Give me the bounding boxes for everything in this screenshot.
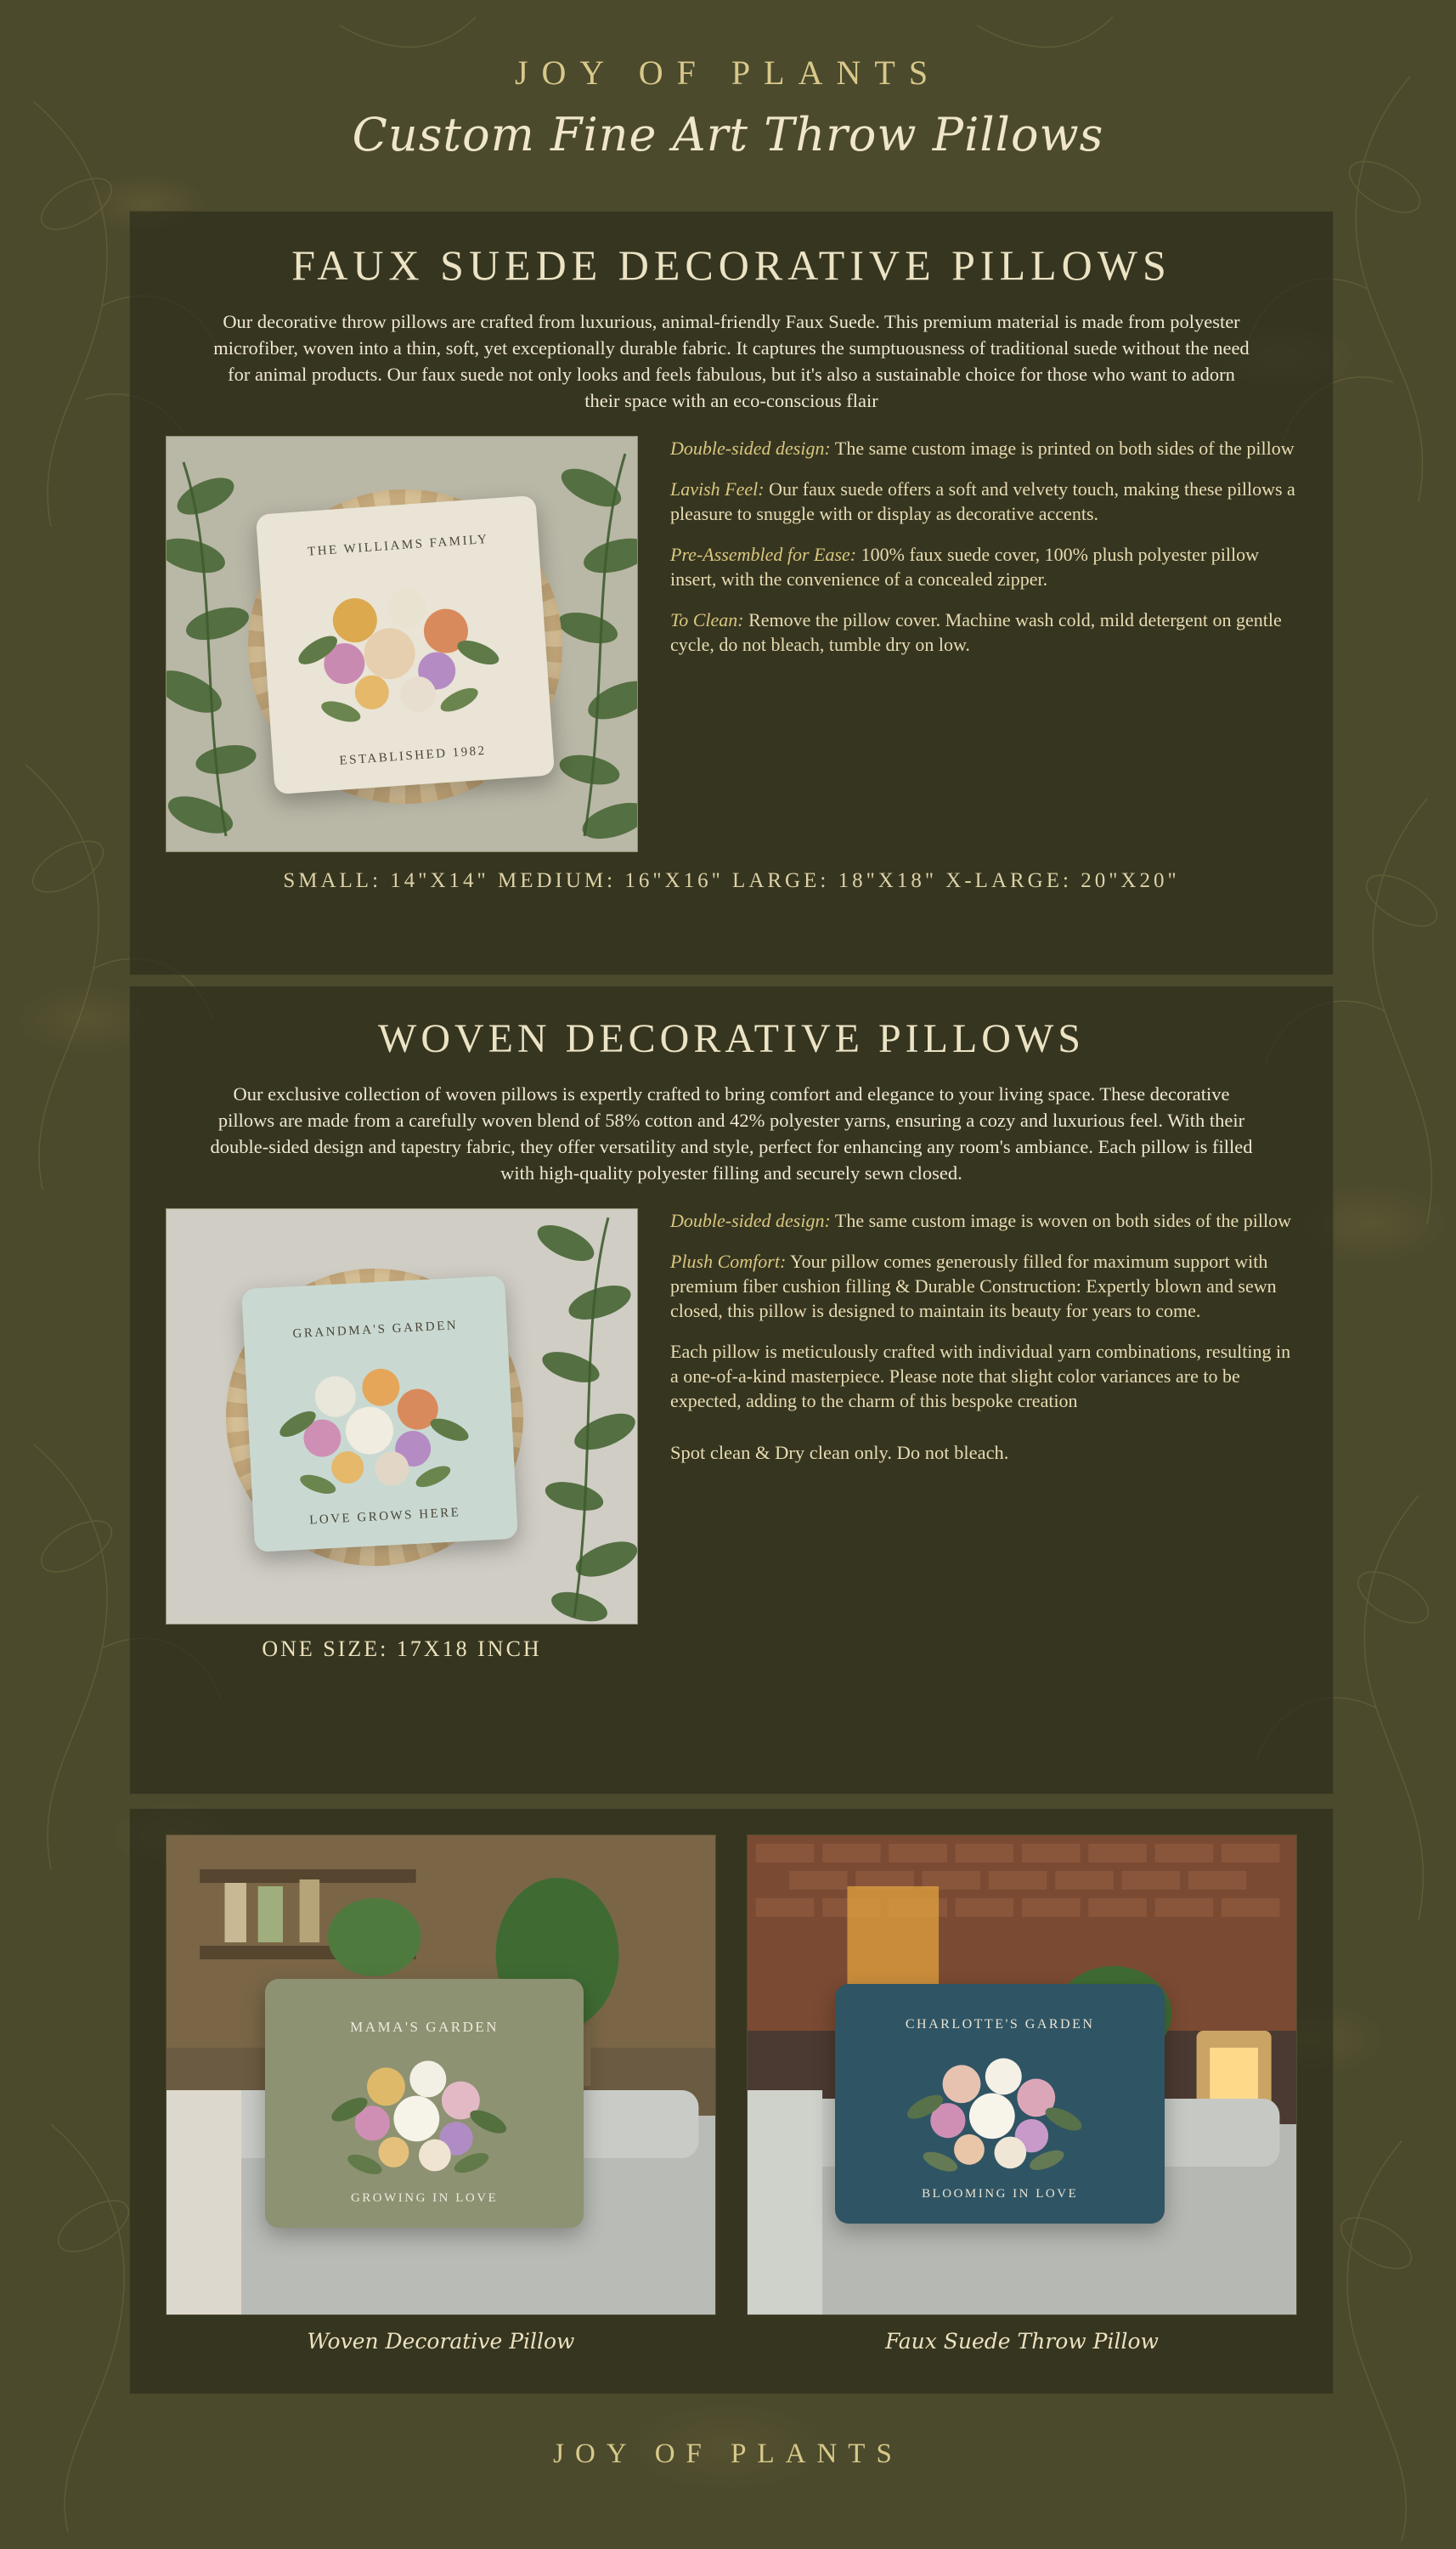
woven-product-photo (166, 1208, 638, 1625)
feature-text: The same custom image is woven on both sides of the pillow (830, 1210, 1291, 1231)
feature-text: 100% faux suede cover, 100% plush polyester pillow insert, with the convenience of a concealed zipper. (670, 544, 1259, 590)
faux-suede-product-photo (166, 436, 638, 852)
pillow-bottom-text: BLOOMING IN LOVE (922, 2187, 1079, 2201)
feature-item (670, 1339, 1297, 1413)
pillow-bottom-text: GROWING IN LOVE (350, 2191, 499, 2206)
feature-item (670, 1208, 1297, 1233)
feature-lead: Plush Comfort: (670, 1251, 787, 1272)
section-woven (129, 986, 1334, 1794)
feature-lead: Double-sided design: (670, 438, 831, 459)
pillow-mock-williams (256, 495, 555, 794)
section-gallery (129, 1808, 1334, 2394)
pillow-mock-mama (265, 1979, 584, 2228)
gallery-photo-faux-suede (747, 1834, 1297, 2315)
footer-brand: JOY OF PLANTS (553, 2439, 903, 2469)
faux-suede-product-row (130, 436, 1333, 852)
feature-text: The same custom image is printed on both sides of the pillow (830, 438, 1295, 459)
pillow-bottom-text: LOVE GROWS HERE (308, 1506, 461, 1528)
woven-care-instructions: Spot clean & Dry clean only. Do not bleach. (670, 1442, 1009, 1463)
brand-title: JOY OF PLANTS (514, 54, 942, 92)
gallery-caption: Faux Suede Throw Pillow (885, 2329, 1159, 2354)
brand-subtitle: Custom Fine Art Throw Pillows (352, 108, 1104, 161)
faux-suede-sizes: SMALL: 14"X14" MEDIUM: 16"X16" LARGE: 18"X18" X-LARGE: 20"X20" (283, 869, 1180, 892)
woven-features (638, 1208, 1297, 1662)
feature-text: Each pillow is meticulously crafted with individual yarn combinations, resulting in a one-of-a-kind masterpiece. Please note that slight color variances are to be expected, adding to the charm of this bespoke creation (670, 1341, 1291, 1411)
gallery-item (747, 1834, 1297, 2354)
gallery-caption: Woven Decorative Pillow (307, 2329, 575, 2354)
feature-lead: Double-sided design: (670, 1210, 831, 1231)
feature-lead: Pre-Assembled for Ease: (670, 544, 857, 565)
pillow-bottom-text: ESTABLISHED 1982 (339, 743, 488, 768)
feature-item (670, 1249, 1297, 1323)
section-title-woven: WOVEN DECORATIVE PILLOWS (378, 1016, 1085, 1061)
pillow-top-text: CHARLOTTE'S GARDEN (905, 2017, 1095, 2032)
pillow-top-text: MAMA'S GARDEN (350, 2019, 499, 2036)
gallery-item (166, 1834, 716, 2354)
pillow-mock-grandma (241, 1275, 518, 1552)
feature-lead: Lavish Feel: (670, 478, 765, 500)
feature-item (670, 477, 1297, 526)
pillow-top-text: THE WILLIAMS FAMILY (307, 532, 490, 559)
section-faux-suede (129, 211, 1334, 975)
section-intro-faux-suede: Our decorative throw pillows are crafted from luxurious, animal-friendly Faux Suede. This premium material is made from polyester microfiber, woven into a thin, soft, yet exceptionally durable fabric. It captures the sumptuousness of traditional suede without the need for animal products. Our faux suede not only looks and feels fabulous, but it's also a sustainable choice for those who want to adorn their space with an eco-conscious flair (213, 311, 1250, 411)
section-title-faux-suede: FAUX SUEDE DECORATIVE PILLOWS (291, 241, 1171, 289)
pillow-mock-charlotte (835, 1984, 1165, 2224)
feature-lead: To Clean: (670, 609, 744, 630)
feature-text: Your pillow comes generously filled for maximum support with premium fiber cushion filling & Durable Construction: Expertly blown and sewn closed, this pillow is designed to maintain its beauty for years to come. (670, 1251, 1277, 1321)
woven-product-row (130, 1208, 1333, 1662)
feature-item (670, 436, 1297, 461)
feature-item (670, 542, 1297, 591)
woven-one-size: ONE SIZE: 17X18 INCH (262, 1636, 542, 1661)
faux-suede-features (638, 436, 1297, 852)
feature-text: Our faux suede offers a soft and velvety touch, making these pillows a pleasure to snuggle with or display as decorative accents. (670, 478, 1295, 524)
pillow-top-text: GRANDMA'S GARDEN (292, 1319, 459, 1342)
feature-item (670, 608, 1297, 657)
section-intro-woven: Our exclusive collection of woven pillows is expertly crafted to bring comfort and elegance to your living space. These decorative pillows are made from a carefully woven blend of 58% cotton and 42% polyester yarns, ensuring a cozy and luxurious feel. With their double-sided design and tapestry fabric, they offer versatility and style, perfect for enhancing any room's ambiance. Each pillow is filled with high-quality polyester filling and securely sewn closed. (210, 1083, 1253, 1184)
gallery-photo-woven (166, 1834, 716, 2315)
feature-text: Remove the pillow cover. Machine wash cold, mild detergent on gentle cycle, do not bleach, tumble dry on low. (670, 609, 1282, 655)
